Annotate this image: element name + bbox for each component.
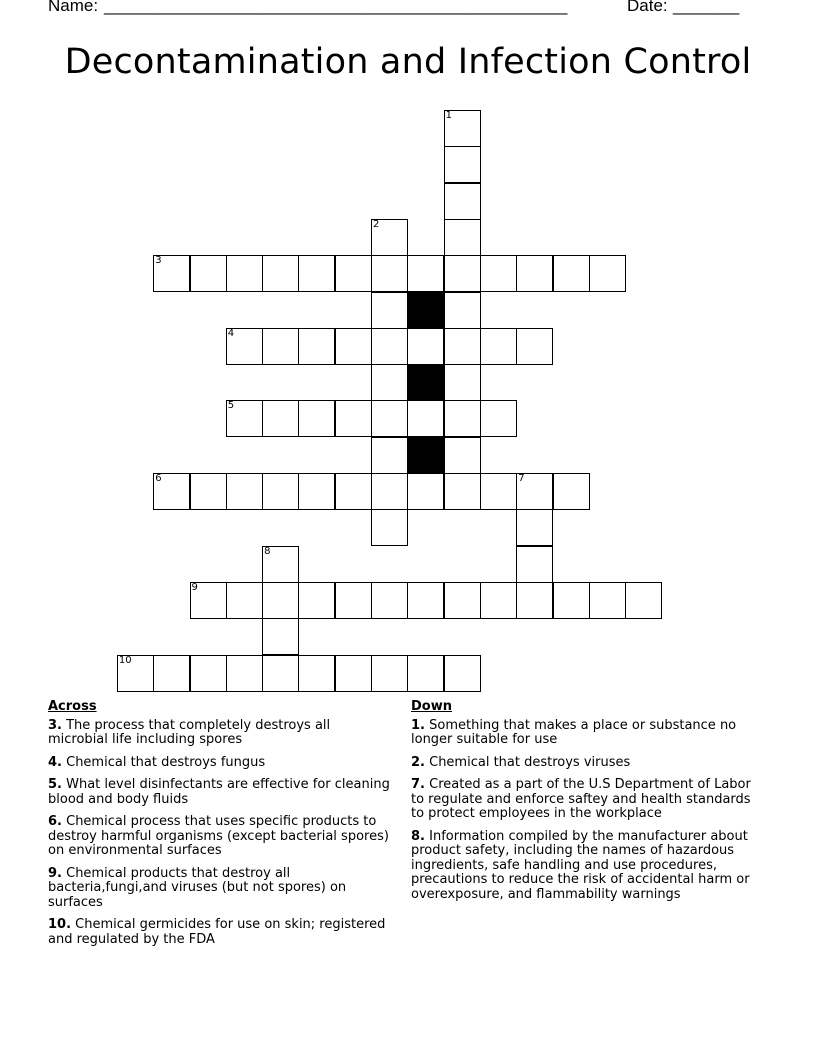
grid-cell[interactable] bbox=[444, 110, 481, 147]
grid-cell[interactable] bbox=[371, 655, 408, 692]
grid-cell[interactable] bbox=[190, 655, 227, 692]
clue-number: 5 bbox=[227, 400, 235, 412]
clue-across-3: 3. The process that completely destroys all microbial life including spores bbox=[48, 717, 331, 747]
clue-across-6: 6. Chemical process that uses specific products to destroy harmful organisms (except bacterial spores) on environmental surfaces bbox=[48, 814, 389, 858]
grid-cell[interactable] bbox=[262, 618, 299, 655]
clue-down-8: 8. Information compiled by the manufacturer about product safety, including the names of hazardous ingredients, safe handling and use procedures, precautions to reduce the risk of accidental harm or overexposure, and flammability warnings bbox=[411, 828, 750, 902]
grid-cell[interactable] bbox=[589, 582, 626, 619]
grid-cell[interactable] bbox=[589, 255, 626, 292]
grid-cell[interactable] bbox=[262, 473, 299, 510]
grid-cell[interactable] bbox=[226, 473, 263, 510]
grid-cell[interactable] bbox=[444, 582, 481, 619]
grid-cell[interactable] bbox=[444, 292, 481, 329]
grid-cell[interactable] bbox=[480, 582, 517, 619]
grid-cell[interactable] bbox=[298, 400, 335, 437]
black-cell bbox=[407, 364, 444, 401]
grid-cell[interactable] bbox=[553, 473, 590, 510]
grid-cell[interactable] bbox=[444, 437, 481, 474]
grid-cell[interactable] bbox=[625, 582, 662, 619]
grid-cell[interactable] bbox=[298, 582, 335, 619]
grid-cell[interactable] bbox=[262, 400, 299, 437]
grid-cell[interactable] bbox=[190, 582, 227, 619]
grid-cell[interactable] bbox=[335, 255, 372, 292]
grid-cell[interactable] bbox=[407, 473, 444, 510]
clue-number: 6 bbox=[155, 473, 162, 484]
grid-cell[interactable] bbox=[480, 328, 517, 365]
grid-cell[interactable] bbox=[226, 582, 263, 619]
grid-cell[interactable] bbox=[553, 582, 590, 619]
grid-cell[interactable] bbox=[480, 400, 517, 437]
grid-cell[interactable] bbox=[262, 328, 299, 365]
grid-cell[interactable] bbox=[371, 437, 408, 474]
grid-cell[interactable] bbox=[516, 328, 553, 365]
grid-cell[interactable] bbox=[262, 582, 299, 619]
grid-cell[interactable] bbox=[407, 400, 444, 437]
clue-number: 7 bbox=[518, 473, 525, 484]
grid-cell[interactable] bbox=[516, 255, 553, 292]
clue-number: 9 bbox=[191, 581, 198, 593]
clue-across-10: 10. Chemical germicides for use on skin; registered and regulated by the FDA bbox=[48, 917, 386, 947]
grid-cell[interactable] bbox=[480, 473, 517, 510]
grid-cell[interactable] bbox=[335, 473, 372, 510]
clue-number: 1 bbox=[445, 110, 452, 121]
clue-number: 2 bbox=[373, 218, 380, 230]
grid-cell[interactable] bbox=[371, 364, 408, 401]
grid-cell[interactable] bbox=[407, 328, 444, 365]
date-blank-line[interactable]: _______ bbox=[673, 0, 740, 15]
grid-cell[interactable] bbox=[335, 582, 372, 619]
clue-number: 8 bbox=[264, 545, 271, 557]
grid-cell[interactable] bbox=[444, 219, 481, 256]
grid-cell[interactable] bbox=[190, 473, 227, 510]
across-clues bbox=[48, 700, 393, 955]
grid-cell[interactable] bbox=[444, 255, 481, 292]
grid-cell[interactable] bbox=[298, 255, 335, 292]
grid-cell[interactable] bbox=[190, 255, 227, 292]
grid-cell[interactable] bbox=[407, 655, 444, 692]
grid-cell[interactable] bbox=[444, 400, 481, 437]
grid-cell[interactable] bbox=[153, 473, 190, 510]
grid-cell[interactable] bbox=[226, 328, 263, 365]
name-label: Name: bbox=[48, 0, 103, 15]
grid-cell[interactable] bbox=[153, 255, 190, 292]
clue-number: 3 bbox=[155, 255, 162, 267]
grid-cell[interactable] bbox=[226, 400, 263, 437]
grid-cell[interactable] bbox=[371, 292, 408, 329]
grid-cell[interactable] bbox=[371, 509, 408, 546]
date-label: Date: bbox=[627, 0, 673, 15]
grid-cell[interactable] bbox=[444, 364, 481, 401]
grid-cell[interactable] bbox=[371, 328, 408, 365]
clue-across-5: 5. What level disinfectants are effective for cleaning blood and body fluids bbox=[48, 777, 390, 807]
grid-cell[interactable] bbox=[298, 473, 335, 510]
grid-cell[interactable] bbox=[226, 655, 263, 692]
grid-cell[interactable] bbox=[335, 328, 372, 365]
clue-down-1: 1. Something that makes a place or substance no longer suitable for use bbox=[411, 717, 737, 747]
clue-across-9: 9. Chemical products that destroy all bacteria,fungi,and viruses (but not spores) on surfaces bbox=[48, 865, 347, 910]
grid-cell[interactable] bbox=[262, 546, 299, 583]
grid-cell[interactable] bbox=[480, 255, 517, 292]
grid-cell[interactable] bbox=[226, 255, 263, 292]
grid-cell[interactable] bbox=[444, 183, 481, 220]
clue-down-7: 7. Created as a part of the U.S Department of Labor to regulate and enforce saftey and health standards to protect employees in the workplace bbox=[411, 777, 751, 821]
down-heading: Down bbox=[411, 699, 452, 714]
grid-cell[interactable] bbox=[371, 400, 408, 437]
grid-cell[interactable] bbox=[444, 655, 481, 692]
black-cell bbox=[407, 292, 444, 329]
grid-cell[interactable] bbox=[262, 255, 299, 292]
grid-cell[interactable] bbox=[298, 655, 335, 692]
grid-cell[interactable] bbox=[407, 582, 444, 619]
grid-cell[interactable] bbox=[516, 582, 553, 619]
name-blank-line[interactable]: _________________________________________________ bbox=[104, 0, 568, 15]
down-clues bbox=[411, 700, 761, 910]
grid-cell[interactable] bbox=[371, 582, 408, 619]
black-cell bbox=[407, 437, 444, 474]
clue-across-4: 4. Chemical that destroys fungus bbox=[48, 754, 266, 770]
grid-cell[interactable] bbox=[371, 255, 408, 292]
grid-cell[interactable] bbox=[444, 146, 481, 183]
grid-cell[interactable] bbox=[371, 219, 408, 256]
grid-cell[interactable] bbox=[262, 655, 299, 692]
grid-cell[interactable] bbox=[335, 400, 372, 437]
grid-cell[interactable] bbox=[553, 255, 590, 292]
grid-cell[interactable] bbox=[516, 509, 553, 546]
puzzle-title: Decontamination and Infection Control bbox=[64, 42, 752, 82]
grid-cell[interactable] bbox=[444, 473, 481, 510]
grid-cell[interactable] bbox=[516, 546, 553, 583]
grid-cell[interactable] bbox=[117, 655, 154, 692]
grid-cell[interactable] bbox=[153, 655, 190, 692]
clue-down-2: 2. Chemical that destroys viruses bbox=[411, 754, 631, 770]
grid-cell[interactable] bbox=[371, 473, 408, 510]
across-heading: Across bbox=[48, 699, 97, 714]
grid-cell[interactable] bbox=[298, 328, 335, 365]
grid-cell[interactable] bbox=[444, 328, 481, 365]
grid-cell[interactable] bbox=[335, 655, 372, 692]
clue-number: 4 bbox=[227, 327, 235, 339]
grid-cell[interactable] bbox=[516, 473, 553, 510]
clue-number: 10 bbox=[118, 654, 132, 666]
grid-cell[interactable] bbox=[407, 255, 444, 292]
